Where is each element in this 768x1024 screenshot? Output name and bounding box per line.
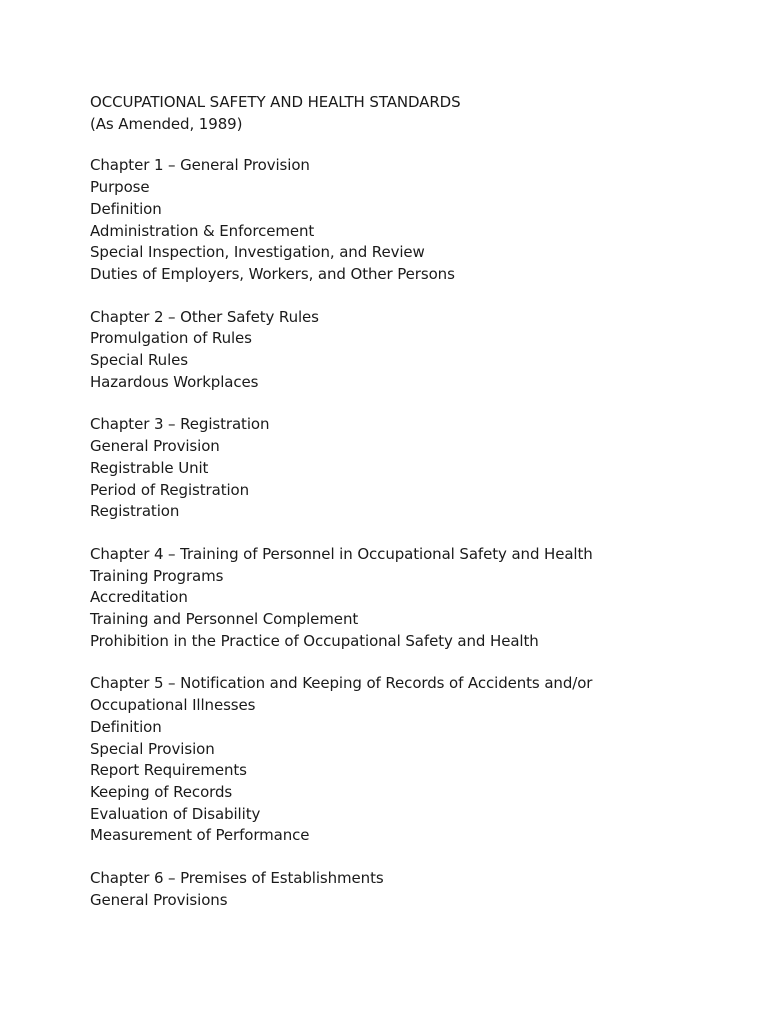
chapter-item: Hazardous Workplaces (90, 372, 259, 391)
chapter-item: Keeping of Records (90, 782, 233, 801)
chapter-item: Training and Personnel Complement (90, 610, 359, 629)
chapter-item: Report Requirements (90, 761, 247, 780)
chapter-item: Prohibition in the Practice of Occupational Safety and Health (90, 631, 539, 650)
chapter-heading: Chapter 1 – General Provision (90, 156, 310, 175)
chapter-item: Purpose (90, 178, 150, 197)
chapter-item: Period of Registration (90, 480, 250, 499)
chapter-heading: Chapter 5 – Notification and Keeping of Records of Accidents and/or Occupational Illnesses (90, 674, 593, 715)
chapter-section (90, 155, 730, 285)
chapter-section (90, 868, 730, 911)
chapter-heading: Chapter 3 – Registration (90, 415, 270, 434)
chapter-section (90, 544, 730, 653)
chapter-item: Administration & Enforcement (90, 221, 315, 240)
document-page (90, 92, 730, 933)
title-block (90, 92, 730, 135)
chapter-item: Training Programs (90, 566, 224, 585)
chapter-item: Registration (90, 502, 180, 521)
chapter-item: Special Inspection, Investigation, and Review (90, 243, 425, 262)
chapter-item: Definition (90, 199, 162, 218)
chapter-item: Promulgation of Rules (90, 329, 252, 348)
chapter-item: Definition (90, 717, 162, 736)
chapter-item: Evaluation of Disability (90, 804, 261, 823)
chapter-item: General Provisions (90, 890, 228, 909)
chapter-item: Accreditation (90, 588, 188, 607)
chapter-item: Special Rules (90, 351, 188, 370)
chapter-section (90, 414, 730, 523)
chapter-heading: Chapter 4 – Training of Personnel in Occupational Safety and Health (90, 544, 593, 563)
chapter-heading: Chapter 6 – Premises of Establishments (90, 869, 384, 888)
document-title: OCCUPATIONAL SAFETY AND HEALTH STANDARDS (90, 93, 461, 111)
chapter-list (90, 155, 730, 911)
chapter-item: Registrable Unit (90, 458, 209, 477)
chapter-section (90, 307, 730, 394)
chapter-item: General Provision (90, 437, 220, 456)
chapter-item: Duties of Employers, Workers, and Other Persons (90, 264, 455, 283)
chapter-section (90, 673, 730, 847)
chapter-item: Special Provision (90, 739, 215, 758)
chapter-item: Measurement of Performance (90, 826, 310, 845)
document-subtitle: (As Amended, 1989) (90, 114, 243, 133)
chapter-heading: Chapter 2 – Other Safety Rules (90, 307, 319, 326)
